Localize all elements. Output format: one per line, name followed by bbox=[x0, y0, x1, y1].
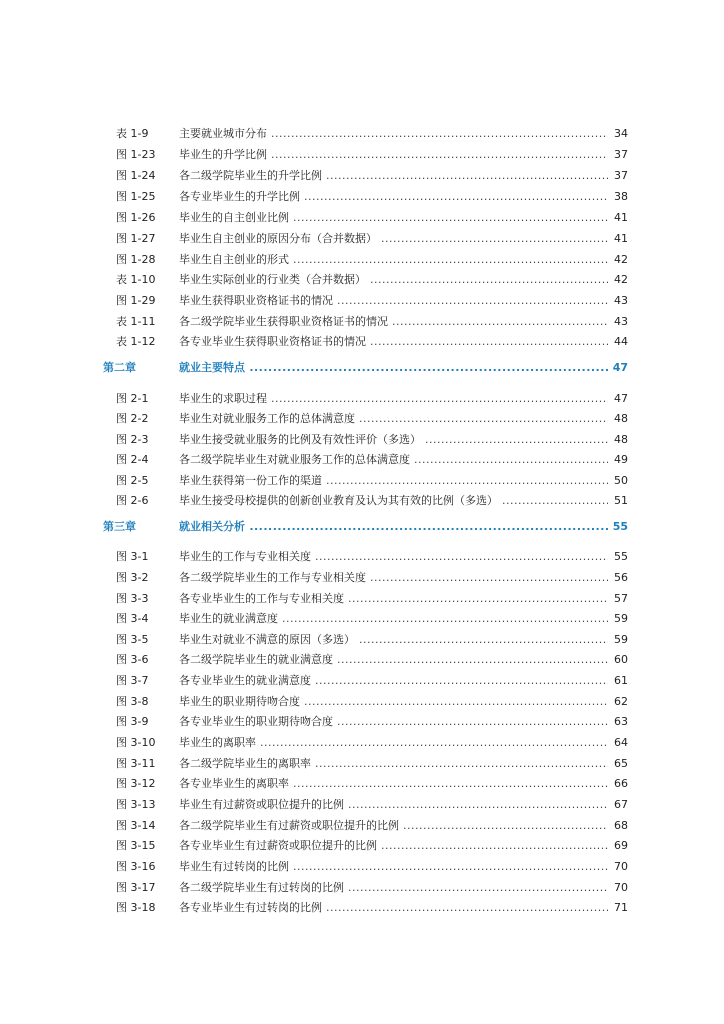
toc-page-number: 37 bbox=[608, 166, 628, 186]
toc-label: 图 3-9 bbox=[116, 715, 149, 728]
toc-title: 各二级学院毕业生的升学比例 ..... bbox=[179, 166, 628, 186]
toc-entry-row[interactable] bbox=[0, 450, 724, 470]
toc-label: 图 3-5 bbox=[116, 633, 149, 646]
toc-entry-row[interactable] bbox=[0, 816, 724, 836]
toc-title: 毕业生的升学比例 ..... bbox=[179, 145, 628, 165]
toc-label: 图 3-13 bbox=[116, 798, 156, 811]
toc-label: 图 2-3 bbox=[116, 433, 149, 446]
toc-page-number: 59 bbox=[608, 609, 628, 629]
toc-page-number: 70 bbox=[608, 857, 628, 877]
toc-page-number: 34 bbox=[608, 124, 628, 144]
toc-title: 毕业生的就业满意度 ..... bbox=[179, 609, 628, 629]
toc-entry-row[interactable] bbox=[0, 389, 724, 409]
toc-page-number: 51 bbox=[608, 491, 628, 511]
toc-entry-row[interactable] bbox=[0, 878, 724, 898]
toc-title: 毕业生的职业期待吻合度 ..... bbox=[179, 692, 628, 712]
toc-entry-row[interactable] bbox=[0, 229, 724, 249]
toc-page-number: 37 bbox=[608, 145, 628, 165]
toc-entry-row[interactable] bbox=[0, 471, 724, 491]
toc-entry-row[interactable] bbox=[0, 187, 724, 207]
toc-label: 图 3-16 bbox=[116, 860, 156, 873]
toc-title: 就业相关分析 ..... bbox=[179, 517, 628, 537]
toc-title: 主要就业城市分布 ..... bbox=[179, 124, 628, 144]
toc-entry-row[interactable] bbox=[0, 332, 724, 352]
toc-title: 毕业生的自主创业比例 ..... bbox=[179, 208, 628, 228]
toc-entry-row[interactable] bbox=[0, 774, 724, 794]
toc-label: 图 3-1 bbox=[116, 550, 149, 563]
toc-label: 第二章 bbox=[103, 361, 136, 374]
toc-title: 毕业生实际创业的行业类（合并数据） ..... bbox=[179, 270, 628, 290]
toc-title: 各二级学院毕业生的离职率 ..... bbox=[179, 754, 628, 774]
toc-title: 各专业毕业生的离职率 ..... bbox=[179, 774, 628, 794]
toc-page-number: 49 bbox=[608, 450, 628, 470]
toc-entry-row[interactable] bbox=[0, 491, 724, 511]
toc-label: 图 3-3 bbox=[116, 592, 149, 605]
toc-page-number: 55 bbox=[608, 517, 628, 537]
toc-label: 图 3-15 bbox=[116, 839, 156, 852]
toc-page-number: 67 bbox=[608, 795, 628, 815]
toc-title: 毕业生的离职率 ..... bbox=[179, 733, 628, 753]
toc-label: 图 1-25 bbox=[116, 190, 156, 203]
toc-label: 表 1-11 bbox=[116, 315, 156, 328]
toc-title: 毕业生对就业服务工作的总体满意度 ..... bbox=[179, 409, 628, 429]
toc-label: 图 3-17 bbox=[116, 881, 156, 894]
toc-title: 各专业毕业生的升学比例 ..... bbox=[179, 187, 628, 207]
toc-title: 各二级学院毕业生有过转岗的比例 ..... bbox=[179, 878, 628, 898]
toc-title: 各二级学院毕业生有过薪资或职位提升的比例 ..... bbox=[179, 816, 628, 836]
toc-label: 图 3-10 bbox=[116, 736, 156, 749]
toc-label: 图 2-4 bbox=[116, 453, 149, 466]
toc-entry-row[interactable] bbox=[0, 409, 724, 429]
toc-label: 图 3-2 bbox=[116, 571, 149, 584]
toc-label: 图 1-23 bbox=[116, 148, 156, 161]
toc-entry-row[interactable] bbox=[0, 145, 724, 165]
toc-label: 第三章 bbox=[103, 520, 136, 533]
toc-title: 各专业毕业生的职业期待吻合度 ..... bbox=[179, 712, 628, 732]
toc-page-number: 63 bbox=[608, 712, 628, 732]
toc-label: 图 1-29 bbox=[116, 294, 156, 307]
toc-page-number: 69 bbox=[608, 836, 628, 856]
toc-label: 图 2-1 bbox=[116, 392, 149, 405]
toc-entry-row[interactable] bbox=[0, 650, 724, 670]
toc-page-number: 70 bbox=[608, 878, 628, 898]
toc-entry-row[interactable] bbox=[0, 568, 724, 588]
toc-entry-row[interactable] bbox=[0, 795, 724, 815]
toc-label: 图 3-7 bbox=[116, 674, 149, 687]
toc-title: 毕业生接受就业服务的比例及有效性评价（多选） ..... bbox=[179, 430, 628, 450]
toc-label: 图 1-27 bbox=[116, 232, 156, 245]
toc-page-number: 43 bbox=[608, 291, 628, 311]
toc-page-number: 48 bbox=[608, 430, 628, 450]
toc-title: 各二级学院毕业生对就业服务工作的总体满意度 ..... bbox=[179, 450, 628, 470]
toc-chapter-row[interactable] bbox=[0, 517, 724, 537]
toc-entry-row[interactable] bbox=[0, 208, 724, 228]
toc-entry-row[interactable] bbox=[0, 733, 724, 753]
toc-entry-row[interactable] bbox=[0, 312, 724, 332]
toc-title: 各专业毕业生有过薪资或职位提升的比例 ..... bbox=[179, 836, 628, 856]
toc-title: 各二级学院毕业生的就业满意度 ..... bbox=[179, 650, 628, 670]
toc-label: 表 1-9 bbox=[116, 127, 149, 140]
toc-title: 毕业生有过转岗的比例 ..... bbox=[179, 857, 628, 877]
toc-entry-row[interactable] bbox=[0, 430, 724, 450]
toc-page-number: 43 bbox=[608, 312, 628, 332]
toc-page-number: 42 bbox=[608, 270, 628, 290]
toc-page-number: 48 bbox=[608, 409, 628, 429]
toc-title: 毕业生自主创业的形式 ..... bbox=[179, 250, 628, 270]
toc-page-number: 71 bbox=[608, 898, 628, 918]
toc-label: 图 1-26 bbox=[116, 211, 156, 224]
toc-title: 各二级学院毕业生的工作与专业相关度 ..... bbox=[179, 568, 628, 588]
toc-page-number: 66 bbox=[608, 774, 628, 794]
toc-entry-row[interactable] bbox=[0, 124, 724, 144]
toc-title: 各专业毕业生有过转岗的比例 ..... bbox=[179, 898, 628, 918]
toc-entry-row[interactable] bbox=[0, 291, 724, 311]
toc-entry-row[interactable] bbox=[0, 857, 724, 877]
toc-label: 图 3-8 bbox=[116, 695, 149, 708]
toc-label: 图 3-12 bbox=[116, 777, 156, 790]
toc-label: 图 3-6 bbox=[116, 653, 149, 666]
toc-entry-row[interactable] bbox=[0, 836, 724, 856]
toc-page-number: 47 bbox=[608, 389, 628, 409]
toc-entry-row[interactable] bbox=[0, 609, 724, 629]
toc-entry-row[interactable] bbox=[0, 754, 724, 774]
toc-label: 图 3-18 bbox=[116, 901, 156, 914]
toc-page-number: 68 bbox=[608, 816, 628, 836]
toc-entry-row[interactable] bbox=[0, 671, 724, 691]
toc-page-number: 59 bbox=[608, 630, 628, 650]
toc-label: 表 1-10 bbox=[116, 273, 156, 286]
toc-page-number: 65 bbox=[608, 754, 628, 774]
toc-title: 毕业生的工作与专业相关度 ..... bbox=[179, 547, 628, 567]
toc-entry-row[interactable] bbox=[0, 589, 724, 609]
toc-entry-row[interactable] bbox=[0, 712, 724, 732]
toc-page-number: 38 bbox=[608, 187, 628, 207]
toc-label: 图 3-11 bbox=[116, 757, 156, 770]
toc-page-number: 62 bbox=[608, 692, 628, 712]
toc-title: 就业主要特点 ..... bbox=[179, 358, 628, 378]
toc-label: 图 1-24 bbox=[116, 169, 156, 182]
toc-title: 毕业生对就业不满意的原因（多选） ..... bbox=[179, 630, 628, 650]
toc-page-number: 42 bbox=[608, 250, 628, 270]
toc-label: 图 3-4 bbox=[116, 612, 149, 625]
toc-entry-row[interactable] bbox=[0, 898, 724, 918]
toc-entry-row[interactable] bbox=[0, 692, 724, 712]
toc-page-number: 47 bbox=[608, 358, 628, 378]
toc-title: 毕业生获得第一份工作的渠道 ..... bbox=[179, 471, 628, 491]
toc-label: 表 1-12 bbox=[116, 335, 156, 348]
toc-page-number: 55 bbox=[608, 547, 628, 567]
toc-label: 图 2-2 bbox=[116, 412, 149, 425]
toc-label: 图 3-14 bbox=[116, 819, 156, 832]
toc-entry-row[interactable] bbox=[0, 250, 724, 270]
toc-title: 各专业毕业生获得职业资格证书的情况 ..... bbox=[179, 332, 628, 352]
toc-title: 各专业毕业生的就业满意度 ..... bbox=[179, 671, 628, 691]
toc-title: 毕业生获得职业资格证书的情况 ..... bbox=[179, 291, 628, 311]
toc-title: 毕业生接受母校提供的创新创业教育及认为其有效的比例（多选） ..... bbox=[179, 491, 628, 511]
toc-entry-row[interactable] bbox=[0, 166, 724, 186]
toc-title: 毕业生的求职过程 ..... bbox=[179, 389, 628, 409]
toc-page-number: 57 bbox=[608, 589, 628, 609]
toc-entry-row[interactable] bbox=[0, 547, 724, 567]
toc-label: 图 2-6 bbox=[116, 494, 149, 507]
toc-entry-row[interactable] bbox=[0, 630, 724, 650]
toc-chapter-row[interactable] bbox=[0, 358, 724, 378]
toc-page-number: 60 bbox=[608, 650, 628, 670]
toc-page-number: 41 bbox=[608, 208, 628, 228]
toc-title: 各二级学院毕业生获得职业资格证书的情况 ..... bbox=[179, 312, 628, 332]
toc-page-number: 64 bbox=[608, 733, 628, 753]
toc-entry-row[interactable] bbox=[0, 270, 724, 290]
toc-label: 图 2-5 bbox=[116, 474, 149, 487]
toc-page-number: 61 bbox=[608, 671, 628, 691]
toc-title: 毕业生有过薪资或职位提升的比例 ..... bbox=[179, 795, 628, 815]
toc-page-number: 50 bbox=[608, 471, 628, 491]
toc-page-number: 41 bbox=[608, 229, 628, 249]
toc-title: 毕业生自主创业的原因分布（合并数据） ..... bbox=[179, 229, 628, 249]
toc-page-number: 44 bbox=[608, 332, 628, 352]
toc-title: 各专业毕业生的工作与专业相关度 ..... bbox=[179, 589, 628, 609]
toc-page-number: 56 bbox=[608, 568, 628, 588]
toc-label: 图 1-28 bbox=[116, 253, 156, 266]
